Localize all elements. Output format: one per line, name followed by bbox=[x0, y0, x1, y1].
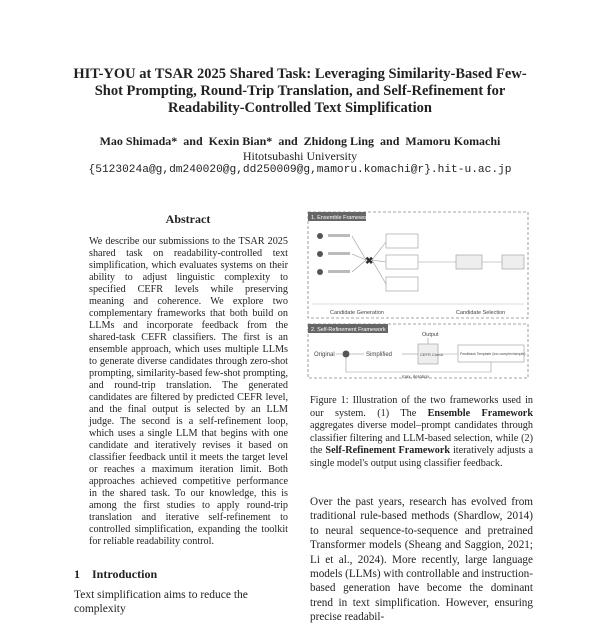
abstract-text: We describe our submissions to the TSAR 2025 shared task on readability-controlled text simplification, which evaluates systems on their ability to adjust linguistic complexity to specified CEFR levels while preserving meaning and coherence. We explore two complementary frameworks that both build on LLMs and incorporate feedback from the shared-task CEFR classifiers. The first is an ensemble approach, which uses multiple LLMs to generate diverse candidates through zero-shot prompting, similarity-based few-shot prompting, and round-trip translation. The generated candidates are filtered by predicted CEFR level, and the final output is selected by an LLM judge. The second is a self-refinement loop, which uses a single LLM that begins with one candidate and iteratively revises it based on classifier feedback until it meets the target level or reaches a maximum iteration limit. Both approaches achieved competitive performance in the shared task. To our knowledge, this is among the first studies to apply round-trip translation and iterative self-refinement to controlled simplification, expanding the toolkit for reliable readability control. bbox=[89, 236, 288, 547]
author-separator: and bbox=[183, 134, 203, 148]
caption-bold: Self-Refinement Framework bbox=[325, 445, 451, 457]
figure-caption bbox=[310, 395, 533, 471]
abstract-heading: Abstract bbox=[165, 212, 211, 226]
section-title: Introduction bbox=[92, 567, 158, 581]
caption-bold: Ensemble Framework bbox=[427, 407, 533, 419]
max-iteration-label: max. iteration bbox=[402, 374, 430, 379]
prompt-box bbox=[386, 234, 418, 248]
author-emails: {5123024a@g,dm240020@g,dd250009@g,mamoru.komachi@r}.hit-u.ac.jp bbox=[88, 164, 512, 176]
author-separator: and bbox=[278, 134, 298, 148]
refinement-title: 2. Self-Refinement Framework bbox=[311, 327, 386, 333]
prompt-box bbox=[386, 255, 418, 269]
candidate-selection-label: Candidate Selection bbox=[456, 310, 506, 316]
cross-icon: ✖ bbox=[365, 256, 374, 267]
ensemble-title: 1. Ensemble Framework bbox=[311, 215, 371, 221]
caption-text: Figure 1: Illustration of the two frameworks used in our system. (1) The bbox=[310, 395, 533, 419]
cefr-check-label: CEFR Check bbox=[420, 352, 444, 357]
model-icon bbox=[343, 351, 350, 358]
author-name: Kexin Bian* bbox=[208, 134, 273, 148]
section-heading bbox=[74, 567, 157, 582]
simplified-label: Simplified bbox=[366, 352, 393, 358]
framework-figure bbox=[306, 204, 530, 380]
output-label: Output bbox=[422, 332, 439, 338]
affiliation: Hitotsubashi University bbox=[242, 149, 358, 163]
section-number: 1 bbox=[74, 567, 80, 581]
feedback-label: Feedback Template (too complex/simple) bbox=[460, 352, 526, 356]
author-name: Zhidong Ling bbox=[303, 134, 375, 148]
prompt-box bbox=[386, 277, 418, 291]
selection-box bbox=[502, 255, 524, 269]
body-text-right: Over the past years, research has evolved from traditional rule-based methods (Shardlow, 2014) to neural sequence-to-sequence and pretrained Transformer models (Sheang and Saggion, 2021; Li et al., 2024). More recently, large language models (LLMs) with controllable and instruction-based generation have become the dominant trend in text simplification. However, ensuring precise readabil- bbox=[310, 496, 533, 624]
model-icons bbox=[317, 233, 350, 275]
author-name: Mao Shimada* bbox=[99, 134, 178, 148]
caption-text: iteratively adjusts a single model's output using classifier feedback. bbox=[310, 445, 533, 469]
caption-text: aggregates diverse model–prompt candidates through classifier filtering and LLM-based selection, while (2) the bbox=[310, 420, 533, 457]
original-label: Original bbox=[314, 352, 335, 358]
cefr-filter-box bbox=[456, 255, 482, 269]
paper-title: HIT-YOU at TSAR 2025 Shared Task: Leveraging Similarity-Based Few-Shot Prompting, Round-Trip Translation, and Self-Refinement for Readability-Controlled Text Simplification bbox=[73, 66, 527, 116]
candidate-generation-label: Candidate Generation bbox=[330, 310, 384, 316]
introduction-text: Text simplification aims to reduce the complexity bbox=[74, 589, 248, 615]
author-list bbox=[40, 134, 560, 149]
author-name: Mamoru Komachi bbox=[405, 134, 501, 148]
author-separator: and bbox=[380, 134, 400, 148]
